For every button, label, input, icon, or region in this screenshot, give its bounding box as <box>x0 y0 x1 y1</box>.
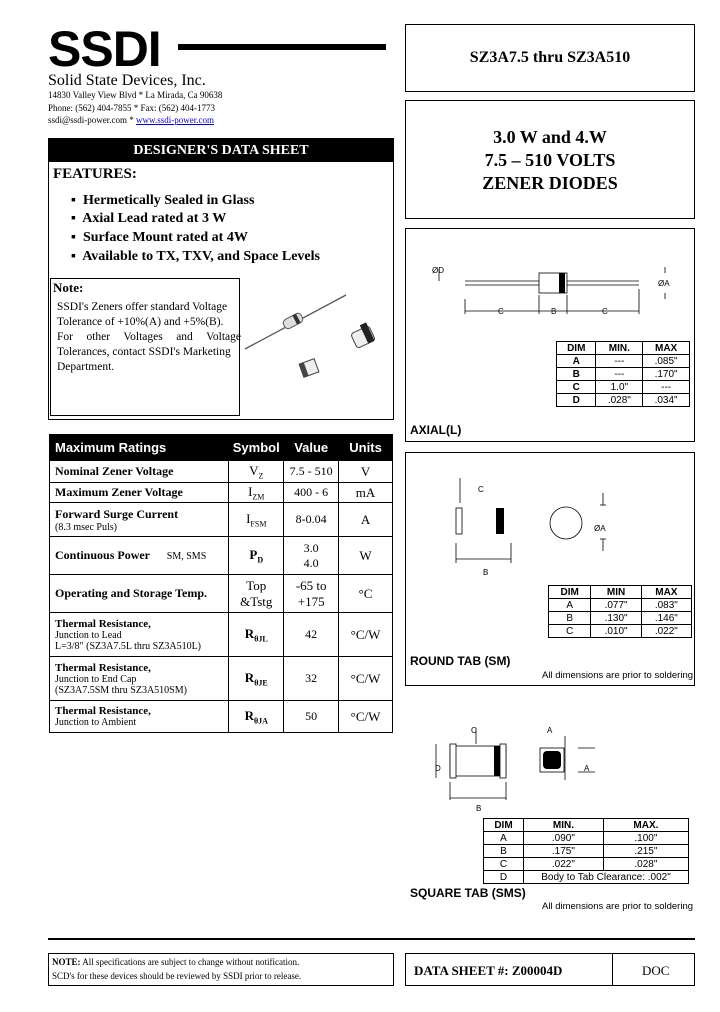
square-tab-dim-label-c: C <box>471 726 477 735</box>
product-box <box>405 100 695 219</box>
company-contact <box>48 115 214 125</box>
rating-unit: mA <box>339 483 393 503</box>
axial-dim-label-d: ØD <box>432 266 444 275</box>
axial-dim-table <box>556 341 690 407</box>
footer-note-box <box>48 953 394 986</box>
dim-row: D Body to Tab Clearance: .002" <box>484 871 689 884</box>
feature-item: ▪ Hermetically Sealed in Glass <box>71 193 255 208</box>
header-units: Units <box>339 435 393 461</box>
round-tab-dim-label-b: B <box>483 568 489 577</box>
rating-value: 42 <box>284 613 339 657</box>
note-line: Tolerances, contact SSDI's Marketing <box>57 346 231 358</box>
square-tab-dim-label-d: D <box>435 764 441 773</box>
features-box <box>48 138 394 420</box>
rating-name: Forward Surge Current (8.3 msec Puls) <box>50 503 229 537</box>
square-tab-diode-photo <box>299 359 319 378</box>
dim-row: A .077" .083" <box>549 599 692 612</box>
rating-value: 32 <box>284 657 339 701</box>
dim-header: DIM <box>484 819 524 832</box>
footer-note-line1: NOTE: All specifications are subject to change without notification. <box>52 957 300 967</box>
dim-header: MAX <box>643 342 690 355</box>
dim-header-row <box>557 342 690 355</box>
dim-header: MIN <box>591 586 641 599</box>
round-tab-dim-label-a: ØA <box>594 524 606 533</box>
axial-outline-drawing <box>431 259 686 329</box>
footer-divider <box>612 954 613 985</box>
rating-value: 400 - 6 <box>284 483 339 503</box>
rating-symbol: $P_D$ <box>229 537 284 575</box>
dim-row: B --- .170" <box>557 368 690 381</box>
round-tab-diode-photo <box>351 322 376 348</box>
rating-symbol: $V_Z$ <box>229 461 284 483</box>
square-tab-outline-drawing <box>420 720 620 810</box>
dim-row: B .175" .215" <box>484 845 689 858</box>
square-tab-label: SQUARE TAB (SMS) <box>410 886 526 900</box>
note-line: Department. <box>57 361 115 373</box>
rating-value: -65 to +175 <box>284 575 339 613</box>
ratings-row <box>50 701 393 733</box>
axial-dim-label-c2: C <box>602 307 608 316</box>
ratings-row <box>50 503 393 537</box>
rating-unit: A <box>339 503 393 537</box>
round-tab-dim-label-c: C <box>478 485 484 494</box>
ratings-header-row <box>50 435 393 461</box>
company-name: Solid State Devices, Inc. <box>48 72 206 89</box>
company-phone: Phone: (562) 404-7855 * Fax: (562) 404-1773 <box>48 103 215 113</box>
footer-note-line2: SCD's for these devices should be reviewed by SSDI prior to release. <box>52 971 302 981</box>
part-range-box <box>405 24 695 92</box>
round-tab-package-box <box>405 452 695 686</box>
datasheet-number: DATA SHEET #: Z00004D <box>414 963 563 978</box>
features-title: FEATURES: <box>53 166 137 182</box>
dim-row: A .090" .100" <box>484 832 689 845</box>
round-tab-dim-table <box>548 585 692 638</box>
axial-dim-label-b: B <box>551 307 557 316</box>
rating-value: 50 <box>284 701 339 733</box>
feature-item: ▪ Axial Lead rated at 3 W <box>71 211 227 226</box>
rating-symbol: $I_{FSM}$ <box>229 503 284 537</box>
dim-header-row <box>484 819 689 832</box>
rating-name: Thermal Resistance, Junction to Lead L=3/8" (SZ3A7.5L thru SZ3A510L) <box>50 613 229 657</box>
note-title: Note: <box>53 280 84 295</box>
rating-symbol: $R_{\theta JA}$ <box>229 701 284 733</box>
logo-rule <box>178 44 386 50</box>
product-voltage: 7.5 – 510 VOLTS <box>484 150 616 170</box>
dim-header: MIN. <box>524 819 604 832</box>
dim-header-row <box>549 586 692 599</box>
footer-datasheet-box <box>405 953 695 986</box>
dim-row: C 1.0" --- <box>557 381 690 394</box>
ssdi-logo: SSDI <box>48 21 161 77</box>
note-line: Tolerance of +10%(A) and +5%(B). <box>57 316 224 328</box>
part-range-title: SZ3A7.5 thru SZ3A510 <box>469 49 631 66</box>
rating-name: Thermal Resistance, Junction to End Cap (SZ3A7.5SM thru SZ3A510SM) <box>50 657 229 701</box>
feature-item: ▪ Surface Mount rated at 4W <box>71 230 248 245</box>
dim-row: B .130" .146" <box>549 612 692 625</box>
diode-photos <box>241 289 391 384</box>
company-website-link[interactable]: www.ssdi-power.com <box>136 115 214 125</box>
ratings-row <box>50 657 393 701</box>
dim-header: DIM <box>549 586 591 599</box>
axial-package-box <box>405 228 695 442</box>
dim-row: C .010" .022" <box>549 625 692 638</box>
rating-value: 3.0 4.0 <box>284 537 339 575</box>
designers-banner <box>49 139 393 162</box>
ratings-row <box>50 461 393 483</box>
rating-unit: V <box>339 461 393 483</box>
dim-header: MAX <box>641 586 691 599</box>
rating-value: 7.5 - 510 <box>284 461 339 483</box>
ratings-row <box>50 575 393 613</box>
rating-unit: °C/W <box>339 701 393 733</box>
dim-header: DIM <box>557 342 596 355</box>
note-line: For other Voltages and Voltage <box>57 331 241 343</box>
company-address: 14830 Valley View Blvd * La Mirada, Ca 90638 <box>48 90 223 100</box>
axial-diode-photo <box>245 295 346 349</box>
rating-unit: °C/W <box>339 613 393 657</box>
banner-text: DESIGNER'S DATA SHEET <box>133 143 309 158</box>
ratings-row <box>50 613 393 657</box>
rating-name: Maximum Zener Voltage <box>50 483 229 503</box>
dim-row: D .028" .034" <box>557 394 690 407</box>
square-tab-dim-label-a2: A <box>584 764 590 773</box>
square-tab-dim-table <box>483 818 689 884</box>
rating-symbol: Top &Tstg <box>229 575 284 613</box>
round-tab-footnote: All dimensions are prior to soldering <box>542 670 694 681</box>
rating-unit: °C/W <box>339 657 393 701</box>
rating-symbol: $R_{\theta JE}$ <box>229 657 284 701</box>
note-box <box>50 278 240 416</box>
header-value: Value <box>284 435 339 461</box>
dim-header: MAX. <box>603 819 688 832</box>
ratings-row <box>50 537 393 575</box>
rating-name: Nominal Zener Voltage <box>50 461 229 483</box>
square-tab-dim-label-b: B <box>476 804 482 813</box>
footer-rule <box>48 938 695 940</box>
dim-row: C .022" .028" <box>484 858 689 871</box>
company-email: ssdi@ssdi-power.com * <box>48 115 137 125</box>
rating-value: 8-0.04 <box>284 503 339 537</box>
product-type: ZENER DIODES <box>482 173 618 193</box>
dim-row: A --- .085" <box>557 355 690 368</box>
rating-symbol: $R_{\theta JL}$ <box>229 613 284 657</box>
header-ratings: Maximum Ratings <box>50 435 229 461</box>
axial-label: AXIAL(L) <box>410 423 462 437</box>
round-tab-label: ROUND TAB (SM) <box>410 654 511 668</box>
max-ratings-table <box>49 434 393 733</box>
rating-unit: °C <box>339 575 393 613</box>
doc-label: DOC <box>642 963 670 978</box>
square-tab-footnote: All dimensions are prior to soldering <box>542 901 694 912</box>
ratings-row <box>50 483 393 503</box>
rating-name: Operating and Storage Temp. <box>50 575 229 613</box>
rating-unit: W <box>339 537 393 575</box>
square-tab-dim-label-a1: A <box>547 726 553 735</box>
product-power: 3.0 W and 4.W <box>493 127 607 147</box>
rating-name: Thermal Resistance, Junction to Ambient <box>50 701 229 733</box>
header-symbol: Symbol <box>229 435 284 461</box>
dim-header: MIN. <box>596 342 643 355</box>
axial-dim-label-a: ØA <box>658 279 670 288</box>
note-line: SSDI's Zeners offer standard Voltage <box>57 301 228 313</box>
feature-item: ▪ Available to TX, TXV, and Space Levels <box>71 249 320 264</box>
rating-name: Continuous Power SM, SMS <box>50 537 229 575</box>
axial-dim-label-c: C <box>498 307 504 316</box>
rating-symbol: $I_{ZM}$ <box>229 483 284 503</box>
